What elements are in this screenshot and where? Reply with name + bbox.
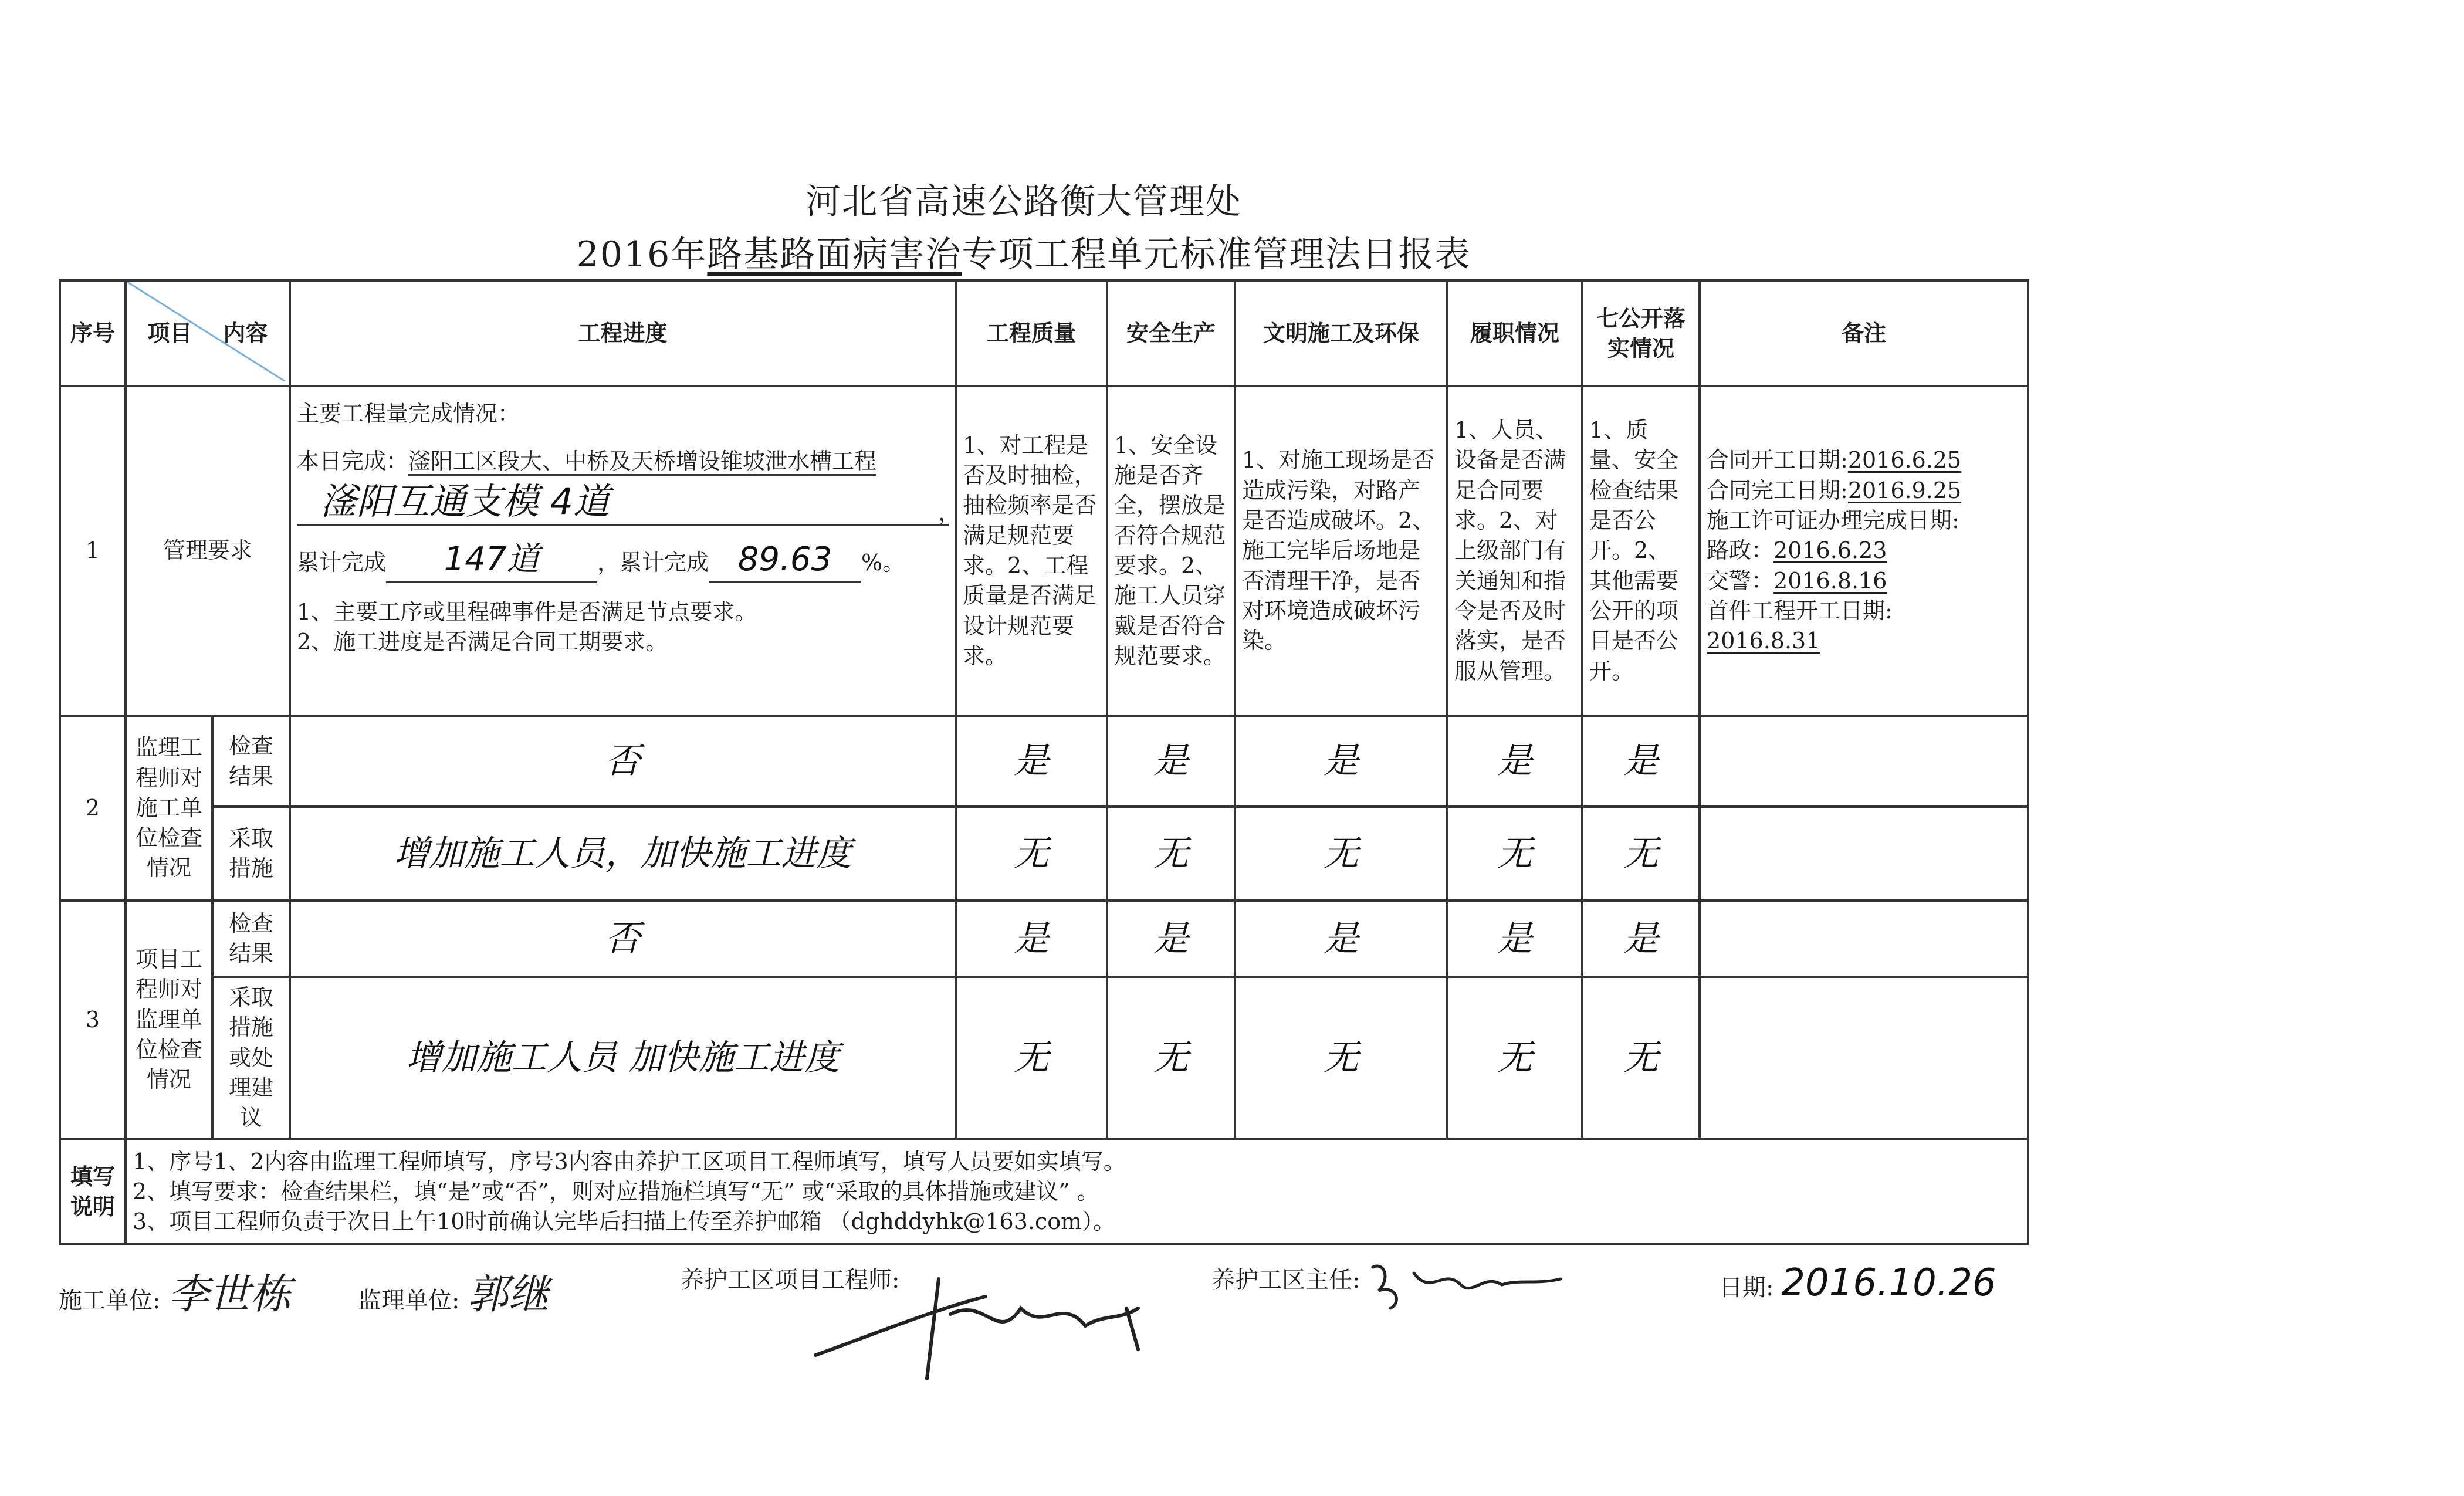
row1-remark [1700,386,2028,716]
notes-content [126,1139,2028,1244]
header-remark: 备注 [1700,280,2028,386]
row1-seq: 1 [60,386,126,716]
document-title: 河北省高速公路衡大管理处 [805,181,1242,222]
row3-check-duty: 是 [1447,901,1582,977]
row2-measure-label: 采取措施 [212,807,290,901]
first-label: 首件工程开工日期: [1707,597,1893,624]
end-label: 合同完工日期: [1707,477,1848,503]
row2-check-seven: 是 [1582,716,1700,807]
first-date: 2016.8.31 [1707,628,1820,654]
today-line [297,446,949,476]
row3-check-label: 检查结果 [212,901,290,977]
header-content: 内容 [223,320,268,347]
header-quality: 工程质量 [956,280,1107,386]
row-notes [60,1139,2028,1244]
road-label: 路政： [1707,537,1774,564]
row2-measure-seven: 无 [1582,807,1700,901]
row2-measure-duty: 无 [1447,807,1582,901]
row1-duty: 1、人员、设备是否满足合同要求。2、对上级部门有关通知和指令是否及时落实，是否服从管理。 [1447,386,1582,716]
row2-check-label: 检查结果 [212,716,290,807]
document-subtitle [0,226,2047,277]
notes-line3: 3、项目工程师负责于次日上午10时前确认完毕后扫描上传至养护邮箱 （dghddyhk@163.com）。 [133,1209,1116,1235]
row2-measure-progress: 增加施工人员，加快施工进度 [290,807,956,901]
row2-check-safety: 是 [1107,716,1235,807]
row2-measure-safety: 无 [1107,807,1235,901]
engineer-signature [810,1261,1150,1396]
scan-margin [2047,0,2464,1496]
row3-check-safety: 是 [1107,901,1235,977]
today-text: 滏阳工区段大、中桥及天桥增设锥坡泄水槽工程 [408,448,876,476]
permit-label: 施工许可证办理完成日期: [1707,507,1959,534]
row3-measure-duty: 无 [1447,977,1582,1139]
end-date: 2016.9.25 [1847,477,1962,503]
start-date: 2016.6.25 [1847,447,1962,473]
percent-sign: %。 [861,549,905,576]
row3-measure-safety: 无 [1107,977,1235,1139]
director-signature [1361,1250,1572,1320]
row1-seven: 1、质量、安全检查结果是否公开。2、其他需要公开的项目是否公开。 [1582,386,1700,716]
row3-check-seven: 是 [1582,901,1700,977]
progress-line1: 主要工程量完成情况： [297,401,520,427]
notes-label: 填写说明 [60,1139,126,1244]
header-duty: 履职情况 [1447,280,1582,386]
engineer-label: 养护工区项目工程师: [681,1267,900,1294]
req2: 2、施工进度是否满足合同工期要求。 [297,629,668,655]
header-item: 项目 [147,320,192,347]
row-management [60,386,2028,716]
row3-measure-label: 采取措施或处理建议 [212,977,290,1139]
row3-measure-remark [1700,977,2028,1139]
row1-progress [290,386,961,716]
cum-label: 累计完成 [297,549,387,576]
today-handwritten: 滏阳互通支模 4道 [320,479,610,523]
row3-check-remark [1700,901,2028,977]
date-label: 日期: [1719,1274,1774,1301]
row-engineer-measure [60,977,2028,1139]
today-comma: ， [938,500,961,526]
today-label: 本日完成： [297,448,409,475]
row2-seq: 2 [60,716,126,901]
start-label: 合同开工日期: [1707,447,1848,473]
row2-check-civil: 是 [1235,716,1447,807]
row2-check-remark [1700,716,2028,807]
cumulative-line [297,537,949,584]
row3-measure-progress: 增加施工人员 加快施工进度 [290,977,956,1139]
row3-item: 项目工程师对监理单位检查情况 [126,901,212,1139]
row1-civil: 1、对施工现场是否造成污染，对路产是否造成破坏。2、施工完毕后场地是否清理干净，是否对环境造成破坏污染。 [1235,386,1447,716]
cum-percent: 89.63 [709,537,861,584]
police-date: 2016.8.16 [1773,567,1887,594]
notes-line2: 2、填写要求：检查结果栏，填“是”或“否”，则对应措施栏填写“无” 或“采取的具体措施或建议” 。 [133,1178,1099,1204]
header-progress: 工程进度 [290,280,956,386]
row-supervisor-check [60,716,2028,807]
subtitle-year: 2016年 [576,234,708,275]
header-item-content [126,280,290,386]
row2-check-duty: 是 [1447,716,1582,807]
row3-check-progress: 否 [290,901,956,977]
header-seq: 序号 [60,280,126,386]
row3-measure-seven: 无 [1582,977,1700,1139]
supervision-unit [358,1261,549,1321]
date-value: 2016.10.26 [1781,1261,1996,1305]
row-engineer-check [60,901,2028,977]
daily-report-table [59,279,2029,1245]
cum-value: 147道 [386,537,597,584]
subtitle-rest: 专项工程单元标准管理法日报表 [962,234,1471,275]
header-seven: 七公开落实情况 [1582,280,1700,386]
row2-measure-remark [1700,807,2028,901]
row1-quality: 1、对工程是否及时抽检，抽检频率是否满足规范要求。2、工程质量是否满足设计规范要求。 [956,386,1107,716]
supervision-signature: 郭继 [467,1270,550,1318]
maintenance-director [1211,1261,1360,1295]
row3-check-quality: 是 [956,901,1107,977]
row1-item: 管理要求 [126,386,290,716]
row3-check-civil: 是 [1235,901,1447,977]
report-date [1719,1261,1996,1305]
row2-item: 监理工程师对施工单位检查情况 [126,716,212,901]
subtitle-underlined: 路基路面病害治 [707,234,962,275]
row3-measure-quality: 无 [956,977,1107,1139]
row2-measure-quality: 无 [956,807,1107,901]
row3-seq: 3 [60,901,126,1139]
road-date: 2016.6.23 [1773,537,1887,564]
construction-signature: 李世栋 [168,1270,292,1318]
req1: 1、主要工序或里程碑事件是否满足节点要求。 [297,599,757,625]
today-handwritten-line [297,479,961,526]
row-supervisor-measure [60,807,2028,901]
row2-check-progress: 否 [290,716,956,807]
header-safety: 安全生产 [1107,280,1235,386]
row3-measure-civil: 无 [1235,977,1447,1139]
police-label: 交警： [1707,567,1774,594]
row2-measure-civil: 无 [1235,807,1447,901]
row1-safety: 1、安全设施是否齐全，摆放是否符合规范要求。2、施工人员穿戴是否符合规范要求。 [1107,386,1235,716]
header-row [60,280,2028,386]
construction-unit [59,1261,291,1321]
header-civil: 文明施工及环保 [1235,280,1447,386]
cum-label2: ，累计完成 [597,549,709,576]
construction-label: 施工单位: [59,1287,161,1314]
notes-line1: 1、序号1、2内容由监理工程师填写，序号3内容由养护工区项目工程师填写，填写人员要如实填写。 [133,1148,1126,1175]
director-label: 养护工区主任: [1211,1267,1360,1294]
row2-check-quality: 是 [956,716,1107,807]
supervision-label: 监理单位: [358,1287,460,1314]
